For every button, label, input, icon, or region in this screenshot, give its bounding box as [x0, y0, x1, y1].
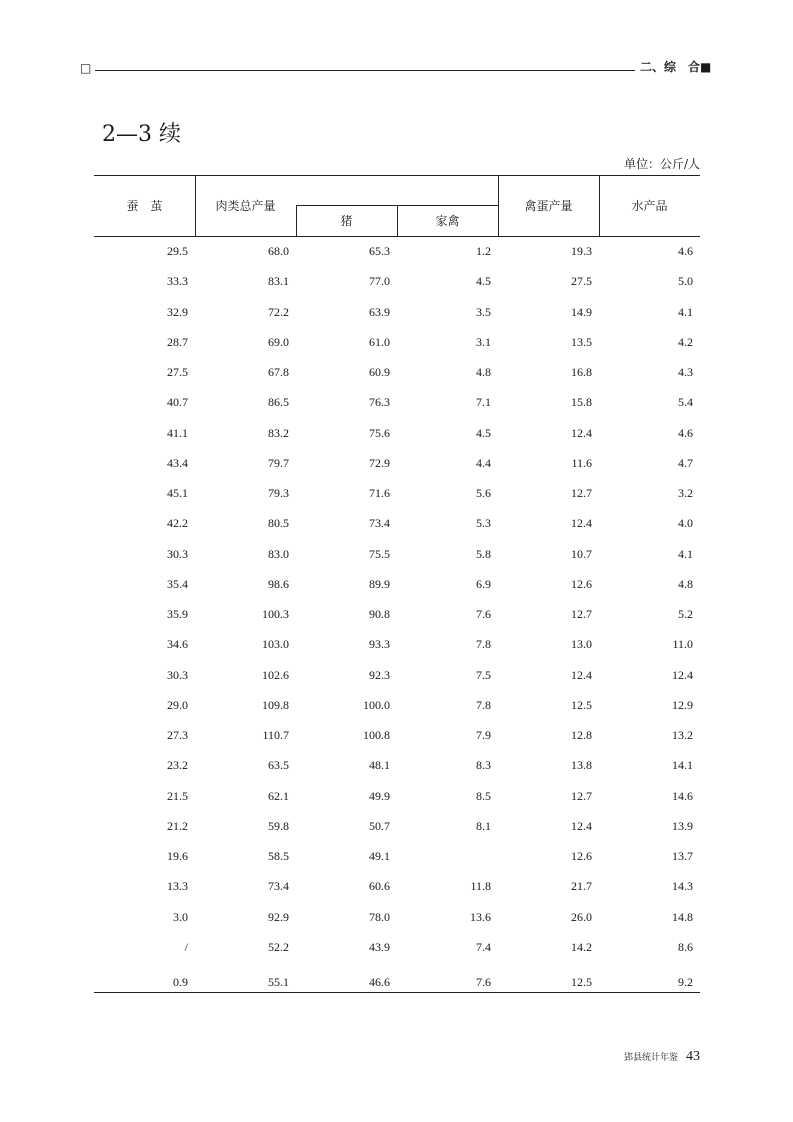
table-cell: 12.6	[571, 576, 592, 591]
table-cell: 7.6	[476, 607, 491, 621]
table-cell: 65.3	[369, 244, 390, 258]
table-cell: 19.3	[571, 244, 592, 258]
table-cell: 13.0	[571, 637, 592, 652]
table-cell: 68.0	[268, 244, 289, 258]
table-cell: 13.3	[167, 879, 188, 894]
table-cell: 110.7	[262, 728, 289, 742]
table-cell: 50.7	[369, 818, 390, 833]
table-cell: 4.1	[678, 546, 693, 561]
table-cell: 32.9	[167, 304, 188, 319]
table-cell: 42.2	[167, 516, 188, 531]
table-cell: 21.7	[571, 879, 592, 894]
table-cell: 28.7	[167, 334, 188, 349]
table-cell: 72.2	[268, 304, 289, 319]
table-title: 2—3 续	[102, 122, 181, 147]
table-cell: 4.8	[678, 576, 693, 591]
table-cell: 12.7	[571, 788, 592, 803]
table-cell: 12.4	[571, 818, 592, 833]
table-cell: 13.9	[672, 818, 693, 833]
table-cell: 48.1	[369, 758, 390, 773]
table-cell: 79.3	[268, 486, 289, 500]
table-cell: 100.8	[363, 728, 390, 742]
table-cell: 77.0	[369, 274, 390, 289]
table-cell: 109.8	[262, 697, 289, 712]
table-cell: 12.6	[571, 849, 592, 863]
table-cell: 4.5	[476, 274, 491, 289]
table-cell: 12.9	[672, 697, 693, 712]
table-cell: 100.3	[262, 607, 289, 621]
table-cell: 49.1	[369, 849, 390, 863]
table-cell: 58.5	[268, 849, 289, 863]
unit-label: 单位：公斤/人	[623, 157, 700, 171]
table-cell: 10.7	[571, 546, 592, 561]
table-cell: 80.5	[268, 516, 289, 531]
table-cell: 7.8	[476, 637, 491, 652]
table-cell: 52.2	[268, 940, 289, 954]
table-cell: 75.6	[369, 425, 390, 440]
table-cell: 4.1	[678, 304, 693, 319]
table-cell: 3.5	[476, 304, 491, 319]
table-cell: 4.8	[476, 365, 491, 379]
table-cell: 27.3	[167, 728, 188, 742]
table-cell: 13.6	[470, 909, 491, 924]
table-cell: 76.3	[369, 395, 390, 410]
table-cell: 14.6	[672, 788, 693, 803]
table-cell: 23.2	[167, 758, 188, 773]
table-cell: 30.3	[167, 667, 188, 682]
table-cell: 12.4	[571, 425, 592, 440]
table-cell: 93.3	[369, 637, 390, 652]
table-cell: /	[184, 940, 188, 954]
table-cell: 5.3	[476, 516, 491, 531]
table-cell: 98.6	[268, 576, 289, 591]
table-cell: 71.6	[369, 486, 390, 500]
table-cell: 86.5	[268, 395, 289, 410]
table-cell: 12.8	[571, 728, 592, 742]
table-top-rule	[94, 175, 700, 176]
table-cell: 43.9	[369, 940, 390, 954]
table-cell: 63.5	[268, 758, 289, 773]
table-cell: 59.8	[268, 818, 289, 833]
table-cell: 12.7	[571, 486, 592, 500]
table-cell: 7.8	[476, 697, 491, 712]
table-cell: 13.5	[571, 334, 592, 349]
table-cell: 11.0	[672, 637, 693, 652]
table-cell: 92.3	[369, 667, 390, 682]
page-number: 43	[686, 1049, 700, 1064]
table-cell: 30.3	[167, 546, 188, 561]
table-cell: 11.6	[571, 455, 592, 470]
table-cell: 83.0	[268, 546, 289, 561]
table-cell: 83.2	[268, 425, 289, 440]
table-cell: 29.0	[167, 697, 188, 712]
table-cell: 13.2	[672, 728, 693, 742]
table-cell: 7.1	[476, 395, 491, 410]
table-cell: 11.8	[470, 879, 491, 894]
table-cell: 4.4	[476, 455, 491, 470]
table-cell: 3.0	[173, 909, 188, 924]
table-cell: 5.6	[476, 486, 491, 500]
header-rule	[95, 70, 635, 71]
table-cell: 7.4	[476, 940, 491, 954]
table-cell: 73.4	[369, 516, 390, 531]
table-cell: 12.5	[571, 697, 592, 712]
table-cell: 12.4	[571, 667, 592, 682]
col-header-silk-cocoons: 蚕 茧	[126, 199, 163, 213]
table-cell: 79.7	[268, 455, 289, 470]
table-cell: 102.6	[262, 667, 289, 682]
table-cell: 35.4	[167, 576, 188, 591]
table-cell: 73.4	[268, 879, 289, 894]
table-cell: 62.1	[268, 788, 289, 803]
table-cell: 8.6	[678, 940, 693, 954]
table-cell: 43.4	[167, 455, 188, 470]
table-cell: 63.9	[369, 304, 390, 319]
table-cell: 92.9	[268, 909, 289, 924]
table-cell: 60.9	[369, 365, 390, 379]
table-cell: 14.9	[571, 304, 592, 319]
table-cell: 7.9	[476, 728, 491, 742]
table-cell: 55.1	[268, 975, 289, 989]
table-cell: 78.0	[369, 909, 390, 924]
table-cell: 49.9	[369, 788, 390, 803]
table-cell: 61.0	[369, 334, 390, 349]
table-cell: 21.2	[167, 818, 188, 833]
book-name: 郢县统计年鉴	[623, 1053, 678, 1063]
table-cell: 75.5	[369, 546, 390, 561]
table-cell: 4.5	[476, 425, 491, 440]
table-cell: 6.9	[476, 576, 491, 591]
table-cell: 5.0	[678, 274, 693, 289]
table-cell: 7.5	[476, 667, 491, 682]
col-header-poultry: 家禽	[435, 214, 460, 228]
table-cell: 3.1	[476, 334, 491, 349]
table-cell: 0.9	[173, 975, 188, 989]
table-cell: 9.2	[678, 975, 693, 989]
table-cell: 4.6	[678, 244, 693, 258]
table-cell: 13.7	[672, 849, 693, 863]
table-cell: 14.8	[672, 909, 693, 924]
table-cell: 100.0	[363, 697, 390, 712]
table-cell: 29.5	[167, 244, 188, 258]
page-footer	[624, 1045, 700, 1065]
table-cell: 5.2	[678, 607, 693, 621]
table-cell: 19.6	[167, 849, 188, 863]
table-cell: 4.6	[678, 425, 693, 440]
table-cell: 14.1	[672, 758, 693, 773]
table-cell: 4.2	[678, 334, 693, 349]
table-cell: 3.2	[678, 486, 693, 500]
table-cell: 72.9	[369, 455, 390, 470]
table-cell: 13.8	[571, 758, 592, 773]
table-cell: 69.0	[268, 334, 289, 349]
section-heading: 二、综 合■	[640, 60, 712, 74]
table-cell: 4.3	[678, 365, 693, 379]
table-cell: 103.0	[262, 637, 289, 652]
table-cell: 15.8	[571, 395, 592, 410]
table-cell: 7.6	[476, 975, 491, 989]
table-cell: 4.7	[678, 455, 693, 470]
table-cell: 46.6	[369, 975, 390, 989]
col-header-pork: 猪	[340, 214, 353, 228]
table-cell: 33.3	[167, 274, 188, 289]
col-header-aquatic: 水产品	[631, 199, 668, 213]
table-cell: 26.0	[571, 909, 592, 924]
table-cell: 27.5	[571, 274, 592, 289]
table-cell: 8.3	[476, 758, 491, 773]
col-header-eggs: 禽蛋产量	[524, 199, 573, 213]
table-cell: 12.4	[571, 516, 592, 531]
table-cell: 12.7	[571, 607, 592, 621]
table-cell: 34.6	[167, 637, 188, 652]
table-cell: 83.1	[268, 274, 289, 289]
table-cell: 35.9	[167, 607, 188, 621]
table-cell: 16.8	[571, 365, 592, 379]
table-cell: 8.5	[476, 788, 491, 803]
table-cell: 5.4	[678, 395, 693, 410]
table-cell: 8.1	[476, 818, 491, 833]
table-cell: 12.4	[672, 667, 693, 682]
table-cell: 27.5	[167, 365, 188, 379]
table-cell: 5.8	[476, 546, 491, 561]
table-cell: 45.1	[167, 486, 188, 500]
header-square-mark: □	[80, 61, 92, 75]
table-cell: 21.5	[167, 788, 188, 803]
table-cell: 12.5	[571, 975, 592, 989]
table-cell: 14.3	[672, 879, 693, 894]
header-bottom-rule	[94, 236, 700, 237]
table-cell: 14.2	[571, 940, 592, 954]
table-cell: 60.6	[369, 879, 390, 894]
table-cell: 40.7	[167, 395, 188, 410]
table-cell: 67.8	[268, 365, 289, 379]
table-cell: 1.2	[476, 244, 491, 258]
table-cell: 90.8	[369, 607, 390, 621]
col-header-total-meat: 肉类总产量	[215, 199, 276, 213]
table-cell: 4.0	[678, 516, 693, 531]
table-cell: 89.9	[369, 576, 390, 591]
table-cell: 41.1	[167, 425, 188, 440]
table-bottom-rule	[94, 992, 700, 993]
